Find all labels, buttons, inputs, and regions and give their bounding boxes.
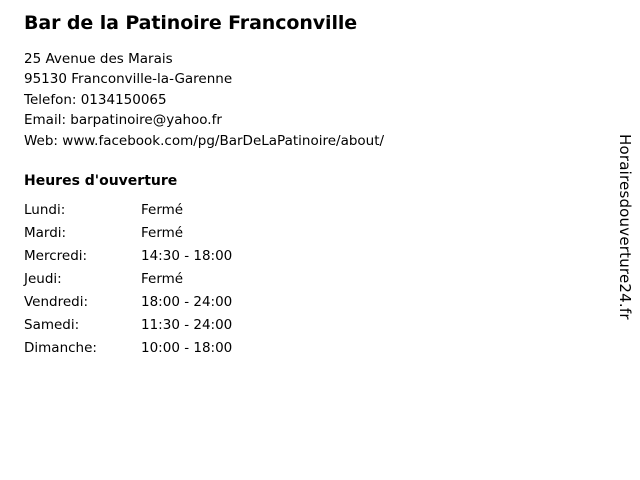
day-label: Lundi: <box>24 202 66 219</box>
address-city: 95130 Franconville-la-Garenne <box>24 71 233 88</box>
day-label: Dimanche: <box>24 340 97 357</box>
day-label: Mardi: <box>24 225 67 242</box>
opening-hours-table <box>24 201 232 362</box>
day-hours: Fermé <box>141 271 184 288</box>
day-hours: Fermé <box>141 202 184 219</box>
page-title: Bar de la Patinoire Franconville <box>24 12 358 34</box>
day-label: Mercredi: <box>24 248 88 265</box>
table-row <box>24 339 232 362</box>
source-watermark: Horairesdouverture24.fr <box>616 134 634 320</box>
table-row <box>24 316 232 339</box>
document-body <box>24 12 584 362</box>
opening-hours-heading: Heures d'ouverture <box>24 173 178 190</box>
address-street: 25 Avenue des Marais <box>24 50 173 67</box>
contact-block <box>24 49 584 152</box>
opening-hours-body <box>24 201 232 362</box>
day-label: Samedi: <box>24 317 80 334</box>
email-line: Email: barpatinoire@yahoo.fr <box>24 112 222 129</box>
day-hours: 10:00 - 18:00 <box>141 340 233 357</box>
phone-line: Telefon: 0134150065 <box>24 91 167 108</box>
day-hours: 11:30 - 24:00 <box>141 317 233 334</box>
day-hours: 18:00 - 24:00 <box>141 294 233 311</box>
table-row <box>24 270 232 293</box>
table-row <box>24 247 232 270</box>
day-label: Jeudi: <box>24 271 62 288</box>
table-row <box>24 293 232 316</box>
day-label: Vendredi: <box>24 294 89 311</box>
table-row <box>24 201 232 224</box>
table-row <box>24 224 232 247</box>
day-hours: 14:30 - 18:00 <box>141 248 233 265</box>
day-hours: Fermé <box>141 225 184 242</box>
website-line: Web: www.facebook.com/pg/BarDeLaPatinoire/about/ <box>24 132 385 149</box>
